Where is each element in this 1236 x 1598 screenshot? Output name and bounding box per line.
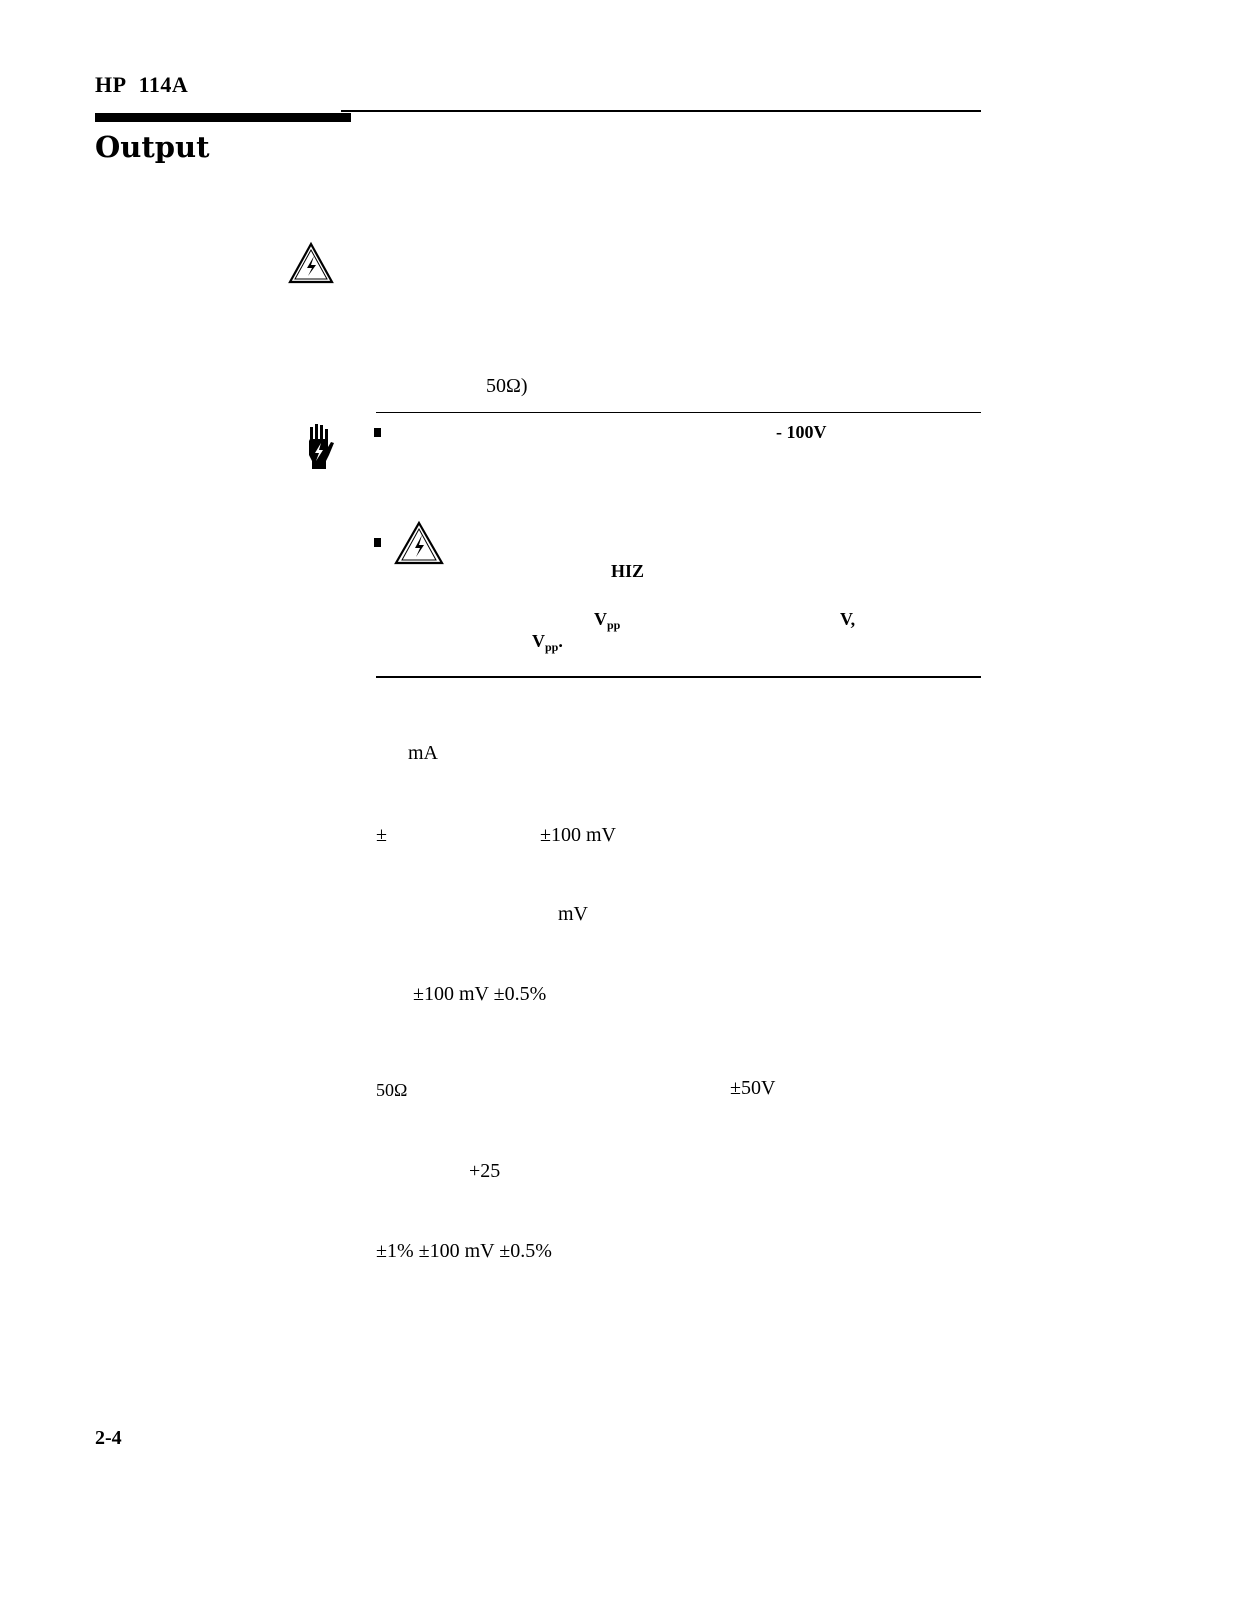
header-brand: HP [95,72,127,97]
plus-25-fragment: +25 [469,1160,501,1182]
impedance-fragment: 50Ω) [486,375,528,397]
vpp-suffix: . [558,631,563,651]
plus-minus-50v-fragment: ±50V [730,1077,776,1099]
section-title: Output [95,130,210,164]
vpp-base: V [532,631,545,651]
header-model: 114A [138,72,189,97]
vpp-fragment-second [532,631,563,655]
offset-100mv-fragment: ±100 mV [540,824,616,846]
hiz-fragment: HIZ [611,561,645,581]
voltage-limit-fragment: - 100V [776,422,827,442]
vpp-fragment [594,609,620,633]
millivolts-fragment: mV [558,903,588,925]
warning-triangle-lightning-icon [287,241,335,285]
milliamps-fragment: mA [408,742,438,764]
running-header [95,72,188,98]
caution-hand-icon [300,421,340,478]
vpp-base: V [594,609,607,629]
caution-box-top-rule [376,412,981,413]
bullet-square-icon [374,538,381,547]
load-50ohm-fragment: 50Ω [376,1080,408,1100]
volts-comma-fragment: V, [840,609,856,629]
vpp-subscript: pp [607,618,621,632]
plus-minus-fragment: ± [376,824,387,846]
vpp-subscript: pp [545,640,559,654]
accuracy-fragment-1: ±100 mV ±0.5% [413,983,547,1005]
caution-box-bottom-rule [376,676,981,678]
warning-triangle-lightning-icon [393,520,445,571]
page-number: 2-4 [95,1427,122,1449]
header-rule-thick [95,113,351,122]
header-rule-thin [341,110,981,112]
bullet-square-icon [374,428,381,437]
accuracy-fragment-2: ±1% ±100 mV ±0.5% [376,1240,552,1262]
